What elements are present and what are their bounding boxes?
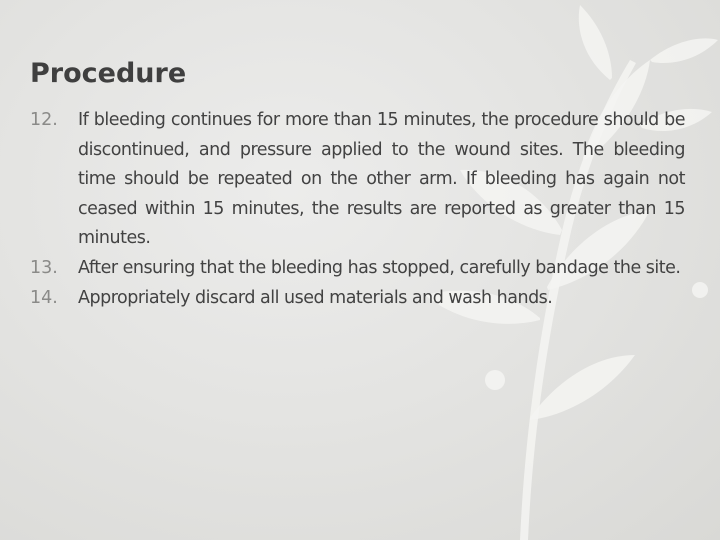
step-text: Appropriately discard all used materials and wash hands. xyxy=(78,287,553,308)
step-number: 13. xyxy=(30,257,58,278)
list-item xyxy=(30,106,685,254)
slide-title: Procedure xyxy=(30,58,187,89)
step-text: After ensuring that the bleeding has stopped, carefully bandage the site. xyxy=(78,257,681,278)
step-number: 14. xyxy=(30,287,58,308)
step-text: If bleeding continues for more than 15 minutes, the procedure should be discontinued, and pressure applied to the wound sites. The bleeding time should be repeated on the other arm. If bleeding has again not ceased within 15 minutes, the results are reported as greater than 15 minutes. xyxy=(78,110,685,249)
procedure-steps-list xyxy=(30,106,685,313)
list-item xyxy=(30,284,685,314)
step-number: 12. xyxy=(30,110,58,130)
list-item xyxy=(30,254,685,284)
